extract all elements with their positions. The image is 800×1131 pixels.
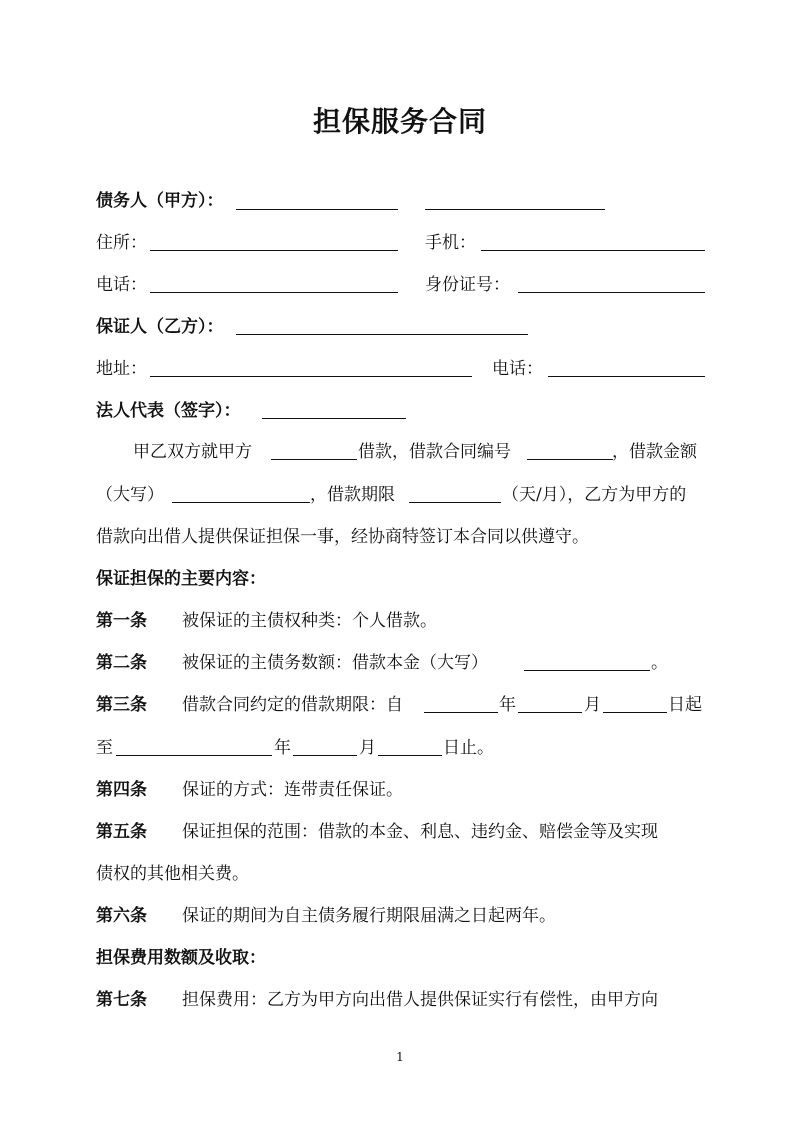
intro-borrower-field[interactable] bbox=[271, 459, 357, 460]
intro-text-7: 借款向出借人提供保证担保一事，经协商特签订本合同以供遵守。 bbox=[96, 527, 589, 547]
clause-1-number: 第一条 bbox=[96, 611, 147, 631]
phone-a-label: 电话： bbox=[96, 275, 147, 295]
phone-b-label: 电话： bbox=[492, 359, 543, 379]
party-a-extra-field[interactable] bbox=[425, 209, 605, 210]
clause-3-end-day-field[interactable] bbox=[378, 755, 442, 756]
address-a-label: 住所： bbox=[96, 233, 147, 253]
intro-text-2: 借款，借款合同编号 bbox=[358, 442, 511, 462]
id-no-label: 身份证号： bbox=[425, 275, 510, 295]
clause-3-end-year-label: 年 bbox=[274, 738, 291, 758]
clause-6-number: 第六条 bbox=[96, 906, 147, 926]
party-b-label: 保证人（乙方）： bbox=[96, 317, 224, 337]
clause-7-number: 第七条 bbox=[96, 990, 147, 1010]
party-a-name-field[interactable] bbox=[236, 209, 398, 210]
clause-5-text: 保证担保的范围：借款的本金、利息、违约金、赔偿金等及实现 bbox=[182, 822, 658, 842]
id-no-field[interactable] bbox=[518, 292, 705, 293]
clause-4-number: 第四条 bbox=[96, 780, 147, 800]
clause-3-number: 第三条 bbox=[96, 695, 147, 715]
page-number: 1 bbox=[396, 1050, 404, 1064]
intro-term-field[interactable] bbox=[409, 502, 501, 503]
clause-4-text: 保证的方式：连带责任保证。 bbox=[182, 780, 403, 800]
clause-2-tail: 。 bbox=[651, 653, 668, 673]
clause-7-text: 担保费用：乙方为甲方向出借人提供保证实行有偿性，由甲方向 bbox=[182, 990, 658, 1010]
clause-3-day-label: 日起 bbox=[668, 695, 702, 715]
legal-rep-label: 法人代表（签字）： bbox=[96, 401, 241, 421]
mobile-field[interactable] bbox=[481, 250, 705, 251]
clause-2-text: 被保证的主债务数额：借款本金（大写） bbox=[182, 653, 488, 673]
intro-text-1: 甲乙双方就甲方 bbox=[133, 442, 252, 462]
clause-3-month-label: 月 bbox=[584, 695, 601, 715]
legal-rep-signature-field[interactable] bbox=[262, 418, 406, 419]
document-title: 担保服务合同 bbox=[312, 105, 487, 138]
clause-1-text: 被保证的主债权种类：个人借款。 bbox=[182, 611, 437, 631]
clause-3-end-month-field[interactable] bbox=[293, 755, 357, 756]
intro-contract-no-field[interactable] bbox=[527, 459, 613, 460]
section-heading-1: 保证担保的主要内容： bbox=[96, 569, 266, 589]
clause-5-number: 第五条 bbox=[96, 822, 147, 842]
clause-3-start-month-field[interactable] bbox=[518, 712, 582, 713]
address-b-label: 地址： bbox=[96, 359, 147, 379]
party-b-name-field[interactable] bbox=[236, 334, 528, 335]
section-heading-2: 担保费用数额及收取： bbox=[96, 948, 266, 968]
clause-3-text: 借款合同约定的借款期限：自 bbox=[182, 695, 403, 715]
intro-text-3: ，借款金额 bbox=[612, 442, 697, 462]
intro-text-4: （大写） bbox=[96, 485, 164, 505]
clause-3-end-month-label: 月 bbox=[359, 738, 376, 758]
clause-3-end-text: 至 bbox=[96, 738, 113, 758]
intro-amount-field[interactable] bbox=[172, 502, 310, 503]
clause-3-end-year-field[interactable] bbox=[116, 755, 272, 756]
clause-6-text: 保证的期间为自主债务履行期限届满之日起两年。 bbox=[182, 906, 556, 926]
mobile-label: 手机： bbox=[425, 233, 476, 253]
address-b-field[interactable] bbox=[150, 376, 472, 377]
phone-a-field[interactable] bbox=[150, 292, 398, 293]
clause-3-end-day-label: 日止。 bbox=[443, 738, 494, 758]
clause-2-amount-field[interactable] bbox=[524, 670, 650, 671]
address-a-field[interactable] bbox=[150, 250, 398, 251]
clause-5-continuation: 债权的其他相关费。 bbox=[96, 864, 249, 884]
phone-b-field[interactable] bbox=[548, 376, 705, 377]
clause-2-number: 第二条 bbox=[96, 653, 147, 673]
party-a-label: 债务人（甲方）： bbox=[96, 191, 224, 211]
intro-text-5: ，借款期限 bbox=[310, 485, 395, 505]
clause-3-start-year-field[interactable] bbox=[424, 712, 498, 713]
clause-3-year-label: 年 bbox=[499, 695, 516, 715]
clause-3-start-day-field[interactable] bbox=[603, 712, 667, 713]
intro-text-6: （天/月），乙方为甲方的 bbox=[502, 485, 687, 505]
